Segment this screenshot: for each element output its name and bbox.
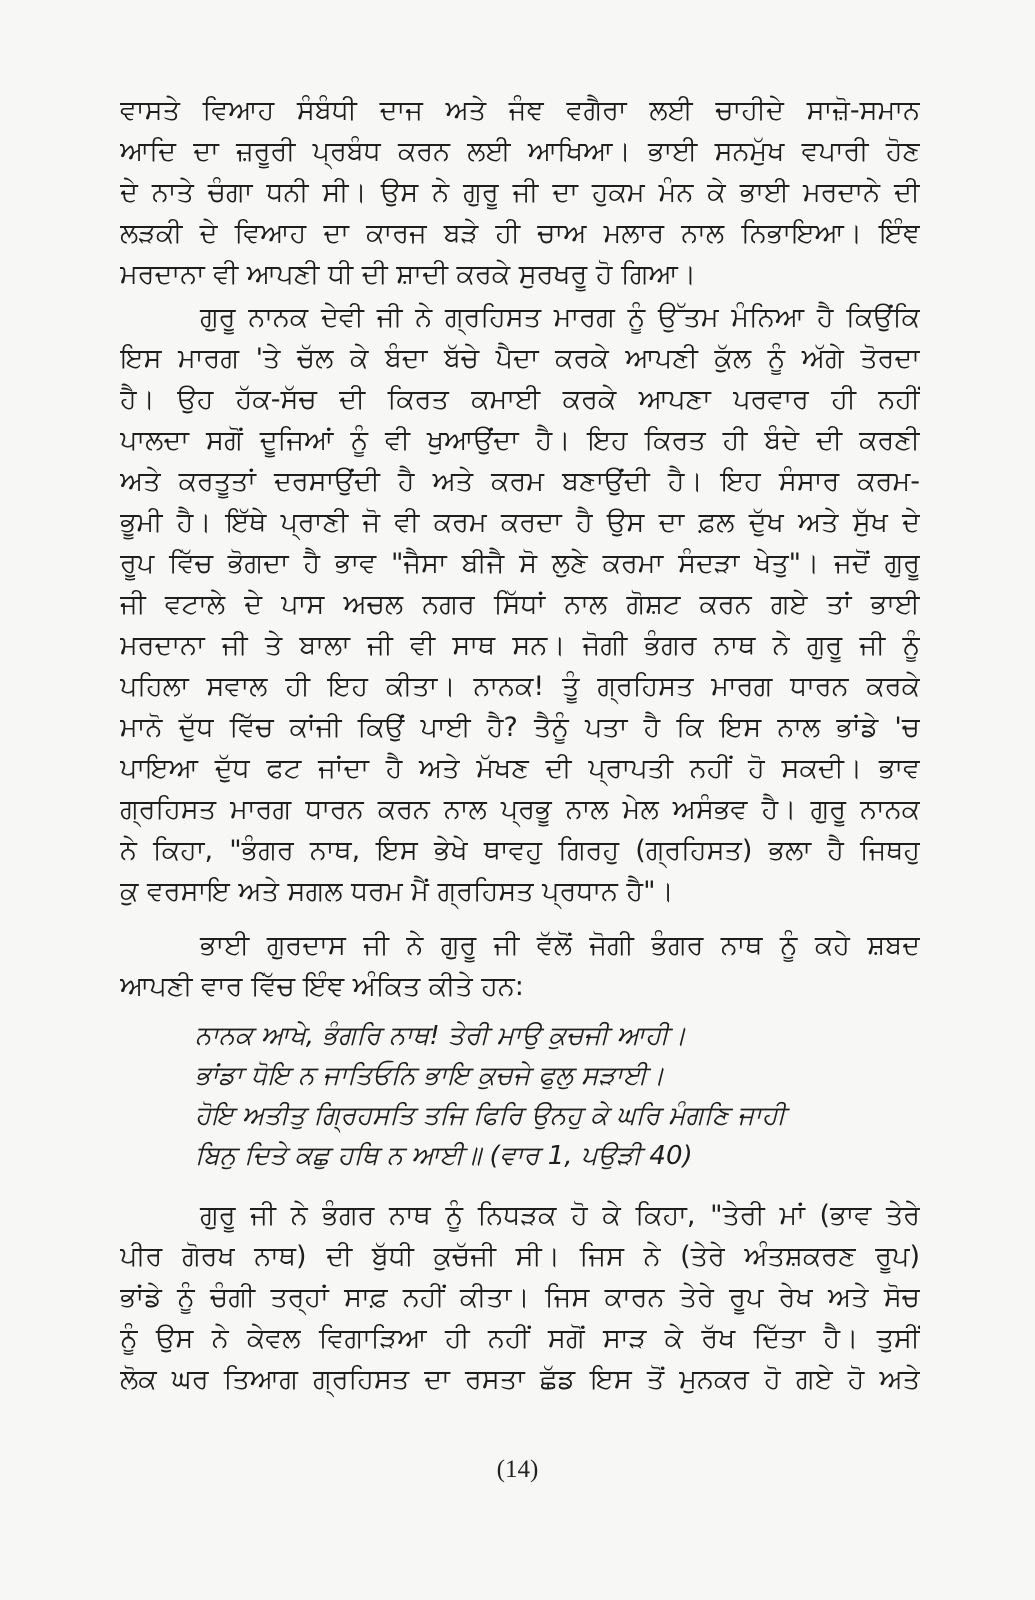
paragraph-3 — [120, 925, 920, 1007]
verse-quote — [195, 1016, 915, 1176]
verse-line: ਭਾਂਡਾ ਧੋਇ ਨ ਜਾਤਿਓਨਿ ਭਾਇ ਕੁਚਜੇ ਫੁਲੁ ਸੜਾਈ। — [195, 1061, 665, 1091]
text-line: ਪਾਲਦਾ ਸਗੋਂ ਦੂਜਿਆਂ ਨੂੰ ਵੀ ਖੁਆਉਂਦਾ ਹੈ। ਇਹ ਕਿਰਤ ਹੀ ਬੰਦੇ ਦੀ ਕਰਣੀ — [120, 425, 920, 456]
text-line: ਗ੍ਰਹਿਸਤ ਮਾਰਗ ਧਾਰਨ ਕਰਨ ਨਾਲ ਪ੍ਰਭੂ ਨਾਲ ਮੇਲ ਅਸੰਭਵ ਹੈ। ਗੁਰੂ ਨਾਨਕ — [120, 794, 920, 825]
paragraph-2 — [120, 297, 920, 912]
text-line: ਰੂਪ ਵਿੱਚ ਭੋਗਦਾ ਹੈ ਭਾਵ "ਜੈਸਾ ਬੀਜੈ ਸੋ ਲੁਣੇ ਕਰਮਾ ਸੰਦੜਾ ਖੇਤੁ"। ਜਦੋਂ ਗੁਰੂ — [120, 548, 920, 579]
text-line: ਭੂਮੀ ਹੈ। ਇੱਥੇ ਪ੍ਰਾਣੀ ਜੋ ਵੀ ਕਰਮ ਕਰਦਾ ਹੈ ਉਸ ਦਾ ਫ਼ਲ ਦੁੱਖ ਅਤੇ ਸੁੱਖ ਦੇ — [120, 507, 920, 538]
verse-line: ਬਿਨੁ ਦਿਤੇ ਕਛੁ ਹਥਿ ਨ ਆਈ॥ (ਵਾਰ 1, ਪਉੜੀ 40) — [195, 1141, 693, 1171]
text-line: ਪਹਿਲਾ ਸਵਾਲ ਹੀ ਇਹ ਕੀਤਾ। ਨਾਨਕ! ਤੂੰ ਗ੍ਰਹਿਸਤ ਮਾਰਗ ਧਾਰਨ ਕਰਕੇ — [120, 671, 920, 702]
paragraph-4 — [120, 1195, 920, 1400]
text-line: ਹੈ। ਉਹ ਹੱਕ-ਸੱਚ ਦੀ ਕਿਰਤ ਕਮਾਈ ਕਰਕੇ ਆਪਣਾ ਪਰਵਾਰ ਹੀ ਨਹੀਂ — [120, 384, 920, 415]
text-line: ਵਾਸਤੇ ਵਿਆਹ ਸੰਬੰਧੀ ਦਾਜ ਅਤੇ ਜੰਞ ਵਗੈਰਾ ਲਈ ਚਾਹੀਦੇ ਸਾਜ਼ੋ-ਸਮਾਨ — [120, 95, 920, 126]
verse-line: ਨਾਨਕ ਆਖੇ, ਭੰਗਰਿ ਨਾਥ! ਤੇਰੀ ਮਾਉ ਕੁਚਜੀ ਆਹੀ। — [195, 1021, 687, 1051]
text-line: ਨੇ ਕਿਹਾ, "ਭੰਗਰ ਨਾਥ, ਇਸ ਭੇਖੇ ਥਾਵਹੁ ਗਿਰਹੁ (ਗ੍ਰਹਿਸਤ) ਭਲਾ ਹੈ ਜਿਥਹੁ — [120, 835, 920, 866]
text-line: ਆਦਿ ਦਾ ਜ਼ਰੂਰੀ ਪ੍ਰਬੰਧ ਕਰਨ ਲਈ ਆਖਿਆ। ਭਾਈ ਸਨਮੁੱਖ ਵਪਾਰੀ ਹੋਣ — [120, 136, 920, 167]
text-line: ਮਰਦਾਨਾ ਜੀ ਤੇ ਬਾਲਾ ਜੀ ਵੀ ਸਾਥ ਸਨ। ਜੋਗੀ ਭੰਗਰ ਨਾਥ ਨੇ ਗੁਰੂ ਜੀ ਨੂੰ — [120, 630, 920, 661]
text-line: ਕੁ ਵਰਸਾਇ ਅਤੇ ਸਗਲ ਧਰਮ ਮੈਂ ਗ੍ਰਹਿਸਤ ਪ੍ਰਧਾਨ ਹੈ"। — [120, 876, 674, 907]
text-line: ਦੇ ਨਾਤੇ ਚੰਗਾ ਧਨੀ ਸੀ। ਉਸ ਨੇ ਗੁਰੂ ਜੀ ਦਾ ਹੁਕਮ ਮੰਨ ਕੇ ਭਾਈ ਮਰਦਾਨੇ ਦੀ — [120, 177, 920, 208]
text-line: ਮਰਦਾਨਾ ਵੀ ਆਪਣੀ ਧੀ ਦੀ ਸ਼ਾਦੀ ਕਰਕੇ ਸੁਰਖਰੂ ਹੋ ਗਿਆ। — [120, 259, 697, 290]
text-line: ਇਸ ਮਾਰਗ 'ਤੇ ਚੱਲ ਕੇ ਬੰਦਾ ਬੱਚੇ ਪੈਦਾ ਕਰਕੇ ਆਪਣੀ ਕੁੱਲ ਨੂੰ ਅੱਗੇ ਤੋਰਦਾ — [120, 343, 920, 374]
text-line: ਭਾਂਡੇ ਨੂੰ ਚੰਗੀ ਤਰ੍ਹਾਂ ਸਾਫ਼ ਨਹੀਂ ਕੀਤਾ। ਜਿਸ ਕਾਰਨ ਤੇਰੇ ਰੂਪ ਰੇਖ ਅਤੇ ਸੋਚ — [120, 1282, 920, 1313]
text-line: ਅਤੇ ਕਰਤੂਤਾਂ ਦਰਸਾਉਂਦੀ ਹੈ ਅਤੇ ਕਰਮ ਬਣਾਉਂਦੀ ਹੈ। ਇਹ ਸੰਸਾਰ ਕਰਮ- — [120, 466, 920, 497]
text-line: ਪੀਰ ਗੋਰਖ ਨਾਥ) ਦੀ ਬੁੱਧੀ ਕੁਚੱਜੀ ਸੀ। ਜਿਸ ਨੇ (ਤੇਰੇ ਅੰਤਸ਼ਕਰਣ ਰੂਪ) — [120, 1241, 920, 1272]
text-line: ਗੁਰੂ ਨਾਨਕ ਦੇਵੀ ਜੀ ਨੇ ਗ੍ਰਹਿਸਤ ਮਾਰਗ ਨੂੰ ਉੱਤਮ ਮੰਨਿਆ ਹੈ ਕਿਉਂਕਿ — [200, 302, 920, 333]
text-line: ਲੋਕ ਘਰ ਤਿਆਗ ਗ੍ਰਹਿਸਤ ਦਾ ਰਸਤਾ ਛੱਡ ਇਸ ਤੋਂ ਮੁਨਕਰ ਹੋ ਗਏ ਹੋ ਅਤੇ — [120, 1364, 920, 1395]
text-line: ਮਾਨੋ ਦੁੱਧ ਵਿੱਚ ਕਾਂਜੀ ਕਿਉਂ ਪਾਈ ਹੈ? ਤੈਨੂੰ ਪਤਾ ਹੈ ਕਿ ਇਸ ਨਾਲ ਭਾਂਡੇ 'ਚ — [120, 712, 920, 743]
text-line: ਜੀ ਵਟਾਲੇ ਦੇ ਪਾਸ ਅਚਲ ਨਗਰ ਸਿੱਧਾਂ ਨਾਲ ਗੋਸ਼ਟ ਕਰਨ ਗਏ ਤਾਂ ਭਾਈ — [120, 589, 920, 620]
text-line: ਗੁਰੂ ਜੀ ਨੇ ਭੰਗਰ ਨਾਥ ਨੂੰ ਨਿਧੜਕ ਹੋ ਕੇ ਕਿਹਾ, "ਤੇਰੀ ਮਾਂ (ਭਾਵ ਤੇਰੇ — [200, 1200, 920, 1231]
text-line: ਆਪਣੀ ਵਾਰ ਵਿੱਚ ਇੰਞ ਅੰਕਿਤ ਕੀਤੇ ਹਨ: — [120, 971, 524, 1002]
page-number: (14) — [496, 1456, 539, 1483]
paragraph-1 — [120, 90, 920, 295]
text-line: ਪਾਇਆ ਦੁੱਧ ਫਟ ਜਾਂਦਾ ਹੈ ਅਤੇ ਮੱਖਣ ਦੀ ਪ੍ਰਾਪਤੀ ਨਹੀਂ ਹੋ ਸਕਦੀ। ਭਾਵ — [120, 753, 920, 784]
text-line: ਨੂੰ ਉਸ ਨੇ ਕੇਵਲ ਵਿਗਾੜਿਆ ਹੀ ਨਹੀਂ ਸਗੋਂ ਸਾੜ ਕੇ ਰੱਖ ਦਿੱਤਾ ਹੈ। ਤੁਸੀਂ — [120, 1323, 920, 1354]
verse-line: ਹੋਇ ਅਤੀਤੁ ਗ੍ਰਿਹਸਤਿ ਤਜਿ ਫਿਰਿ ਉਨਹੁ ਕੇ ਘਰਿ ਮੰਗਣਿ ਜਾਹੀ — [195, 1101, 786, 1131]
text-line: ਲੜਕੀ ਦੇ ਵਿਆਹ ਦਾ ਕਾਰਜ ਬੜੇ ਹੀ ਚਾਅ ਮਲਾਰ ਨਾਲ ਨਿਭਾਇਆ। ਇੰਞ — [120, 218, 920, 249]
text-line: ਭਾਈ ਗੁਰਦਾਸ ਜੀ ਨੇ ਗੁਰੂ ਜੀ ਵੱਲੋਂ ਜੋਗੀ ਭੰਗਰ ਨਾਥ ਨੂੰ ਕਹੇ ਸ਼ਬਦ — [200, 930, 920, 961]
